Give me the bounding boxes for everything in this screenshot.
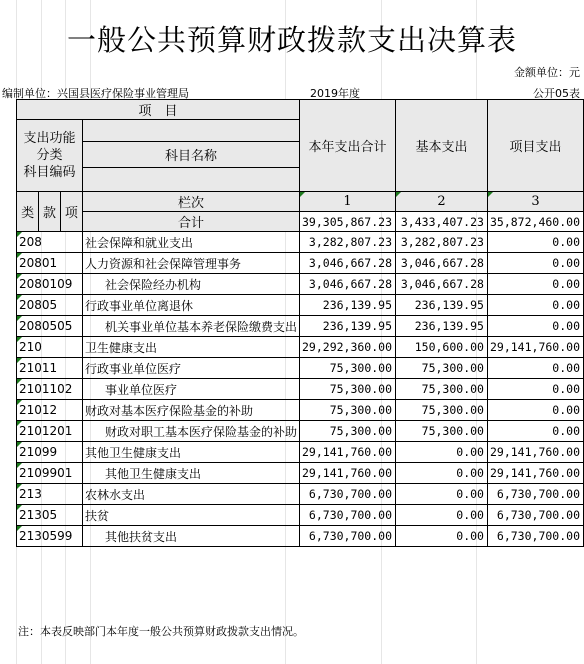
amount-basic: 236,139.95 (396, 316, 488, 337)
amount-project: 0.00 (487, 253, 583, 274)
amount-project: 0.00 (487, 400, 583, 421)
amount-project: 0.00 (487, 379, 583, 400)
green-triangle-icon (17, 400, 22, 405)
amount-project: 6,730,700.00 (487, 505, 583, 526)
col-no-3-text: 3 (531, 194, 540, 209)
amount-basic: 0.00 (396, 442, 488, 463)
table-row (17, 253, 584, 274)
header-total: 本年支出合计 (300, 100, 396, 192)
form-number: 公开05表 (533, 87, 580, 100)
amount-basic: 3,046,667.28 (396, 253, 488, 274)
table-row (17, 484, 584, 505)
subject-name: 行政事业单位离退休 (82, 295, 299, 316)
subject-name: 农林水支出 (82, 484, 299, 505)
subject-code-text: 208 (19, 235, 42, 249)
col-no-1 (300, 192, 396, 212)
subject-code (17, 526, 83, 547)
subject-code-text: 2101201 (19, 424, 73, 438)
green-triangle-icon (17, 421, 22, 426)
total-project: 35,872,460.00 (487, 212, 583, 232)
subject-code (17, 421, 83, 442)
subject-code (17, 316, 83, 337)
amount-total: 29,292,360.00 (300, 337, 396, 358)
amount-total: 236,139.95 (300, 316, 396, 337)
amount-basic: 75,300.00 (396, 358, 488, 379)
amount-total: 3,046,667.28 (300, 253, 396, 274)
amount-total: 236,139.95 (300, 295, 396, 316)
amount-total: 6,730,700.00 (300, 484, 396, 505)
expenditure-table (16, 99, 584, 547)
subject-code (17, 484, 83, 505)
subject-code (17, 337, 83, 358)
green-triangle-icon (17, 295, 22, 300)
amount-project: 0.00 (487, 274, 583, 295)
amount-basic: 236,139.95 (396, 295, 488, 316)
green-triangle-icon (396, 192, 401, 197)
subject-code-text: 2080505 (19, 319, 73, 333)
total-basic: 3,433,407.23 (396, 212, 488, 232)
table-row (17, 442, 584, 463)
amount-project: 29,141,760.00 (487, 442, 583, 463)
subject-code-text: 20805 (19, 298, 58, 312)
subject-name: 财政对基本医疗保险基金的补助 (82, 400, 299, 421)
green-triangle-icon (17, 337, 22, 342)
amount-total: 75,300.00 (300, 400, 396, 421)
amount-total: 29,141,760.00 (300, 442, 396, 463)
subject-code-text: 2109901 (19, 466, 73, 480)
subject-code-text: 20801 (19, 256, 58, 270)
green-triangle-icon (17, 274, 22, 279)
subject-name: 事业单位医疗 (82, 379, 299, 400)
header-col-label: 栏次 (82, 192, 299, 212)
footnote: 注：本表反映部门本年度一般公共预算财政拨款支出情况。 (18, 625, 304, 638)
subject-name: 财政对职工基本医疗保险基金的补助 (82, 421, 299, 442)
header-name-label: 科目名称 (82, 142, 299, 168)
table-row (17, 316, 584, 337)
table-row (17, 400, 584, 421)
amount-total: 75,300.00 (300, 379, 396, 400)
subject-code (17, 232, 83, 253)
subject-code-text: 210 (19, 340, 42, 354)
amount-project: 29,141,760.00 (487, 463, 583, 484)
table-row (17, 463, 584, 484)
amount-total: 75,300.00 (300, 421, 396, 442)
subject-code-text: 2130599 (19, 529, 73, 543)
subject-code-text: 2101102 (19, 382, 73, 396)
subject-code (17, 400, 83, 421)
green-triangle-icon (17, 253, 22, 258)
header-basic: 基本支出 (396, 100, 488, 192)
green-triangle-icon (488, 192, 493, 197)
subject-code-text: 213 (19, 487, 42, 501)
amount-basic: 75,300.00 (396, 421, 488, 442)
green-triangle-icon (17, 232, 22, 237)
green-triangle-icon (17, 442, 22, 447)
amount-total: 6,730,700.00 (300, 526, 396, 547)
green-triangle-icon (17, 463, 22, 468)
amount-project: 0.00 (487, 358, 583, 379)
subject-code-text: 21011 (19, 361, 58, 375)
amount-project: 0.00 (487, 295, 583, 316)
subject-code-text: 21305 (19, 508, 58, 522)
header-kuan: 款 (39, 192, 61, 232)
amount-unit: 金额单位：元 (514, 66, 580, 79)
subject-name: 机关事业单位基本养老保险缴费支出 (82, 316, 299, 337)
amount-project: 6,730,700.00 (487, 484, 583, 505)
subject-name: 社会保险经办机构 (82, 274, 299, 295)
subject-code (17, 379, 83, 400)
subject-name: 社会保障和就业支出 (82, 232, 299, 253)
amount-basic: 3,282,807.23 (396, 232, 488, 253)
amount-project: 29,141,760.00 (487, 337, 583, 358)
subject-code-text: 21012 (19, 403, 58, 417)
table-row (17, 274, 584, 295)
col-no-2-text: 2 (437, 194, 446, 209)
subject-code (17, 463, 83, 484)
header-name-spacer (82, 120, 299, 142)
table-row (17, 379, 584, 400)
amount-basic: 150,600.00 (396, 337, 488, 358)
amount-project: 0.00 (487, 421, 583, 442)
amount-total: 3,282,807.23 (300, 232, 396, 253)
subject-code (17, 505, 83, 526)
table-row (17, 232, 584, 253)
col-no-2 (396, 192, 488, 212)
green-triangle-icon (17, 526, 22, 531)
table-row (17, 295, 584, 316)
amount-basic: 0.00 (396, 526, 488, 547)
green-triangle-icon (17, 316, 22, 321)
table-row (17, 526, 584, 547)
green-triangle-icon (17, 358, 22, 363)
green-triangle-icon (300, 192, 305, 197)
subject-code (17, 295, 83, 316)
col-no-1-text: 1 (343, 194, 352, 209)
header-project: 项目支出 (487, 100, 583, 192)
green-triangle-icon (17, 379, 22, 384)
header-xiang: 项 (60, 192, 82, 232)
subject-name: 其他扶贫支出 (82, 526, 299, 547)
subject-name: 扶贫 (82, 505, 299, 526)
subject-code (17, 442, 83, 463)
subject-name: 人力资源和社会保障管理事务 (82, 253, 299, 274)
subject-code-text: 2080109 (19, 277, 73, 291)
subject-name: 其他卫生健康支出 (82, 463, 299, 484)
subject-name: 其他卫生健康支出 (82, 442, 299, 463)
header-name-spacer (82, 168, 299, 192)
header-code-label: 支出功能分类 科目编码 (17, 120, 83, 192)
header-total-label: 合计 (82, 212, 299, 232)
table-row (17, 337, 584, 358)
fiscal-year: 2019年度 (310, 87, 360, 100)
subject-code-text: 21099 (19, 445, 58, 459)
amount-basic: 0.00 (396, 484, 488, 505)
green-triangle-icon (17, 484, 22, 489)
amount-basic: 0.00 (396, 505, 488, 526)
amount-total: 29,141,760.00 (300, 463, 396, 484)
subject-code (17, 253, 83, 274)
amount-total: 6,730,700.00 (300, 505, 396, 526)
subject-code (17, 274, 83, 295)
subject-name: 行政事业单位医疗 (82, 358, 299, 379)
amount-basic: 75,300.00 (396, 379, 488, 400)
amount-basic: 0.00 (396, 463, 488, 484)
header-item: 项 目 (17, 100, 300, 120)
table-row (17, 505, 584, 526)
amount-project: 6,730,700.00 (487, 526, 583, 547)
table-row (17, 421, 584, 442)
amount-total: 75,300.00 (300, 358, 396, 379)
compiling-unit: 编制单位：兴国县医疗保险事业管理局 (2, 87, 189, 100)
total-sum: 39,305,867.23 (300, 212, 396, 232)
subject-code (17, 358, 83, 379)
subject-name: 卫生健康支出 (82, 337, 299, 358)
amount-basic: 3,046,667.28 (396, 274, 488, 295)
report-title: 一般公共预算财政拨款支出决算表 (66, 23, 517, 57)
amount-project: 0.00 (487, 316, 583, 337)
green-triangle-icon (17, 505, 22, 510)
col-no-3 (487, 192, 583, 212)
header-lei: 类 (17, 192, 39, 232)
amount-basic: 75,300.00 (396, 400, 488, 421)
amount-project: 0.00 (487, 232, 583, 253)
table-row (17, 358, 584, 379)
amount-total: 3,046,667.28 (300, 274, 396, 295)
